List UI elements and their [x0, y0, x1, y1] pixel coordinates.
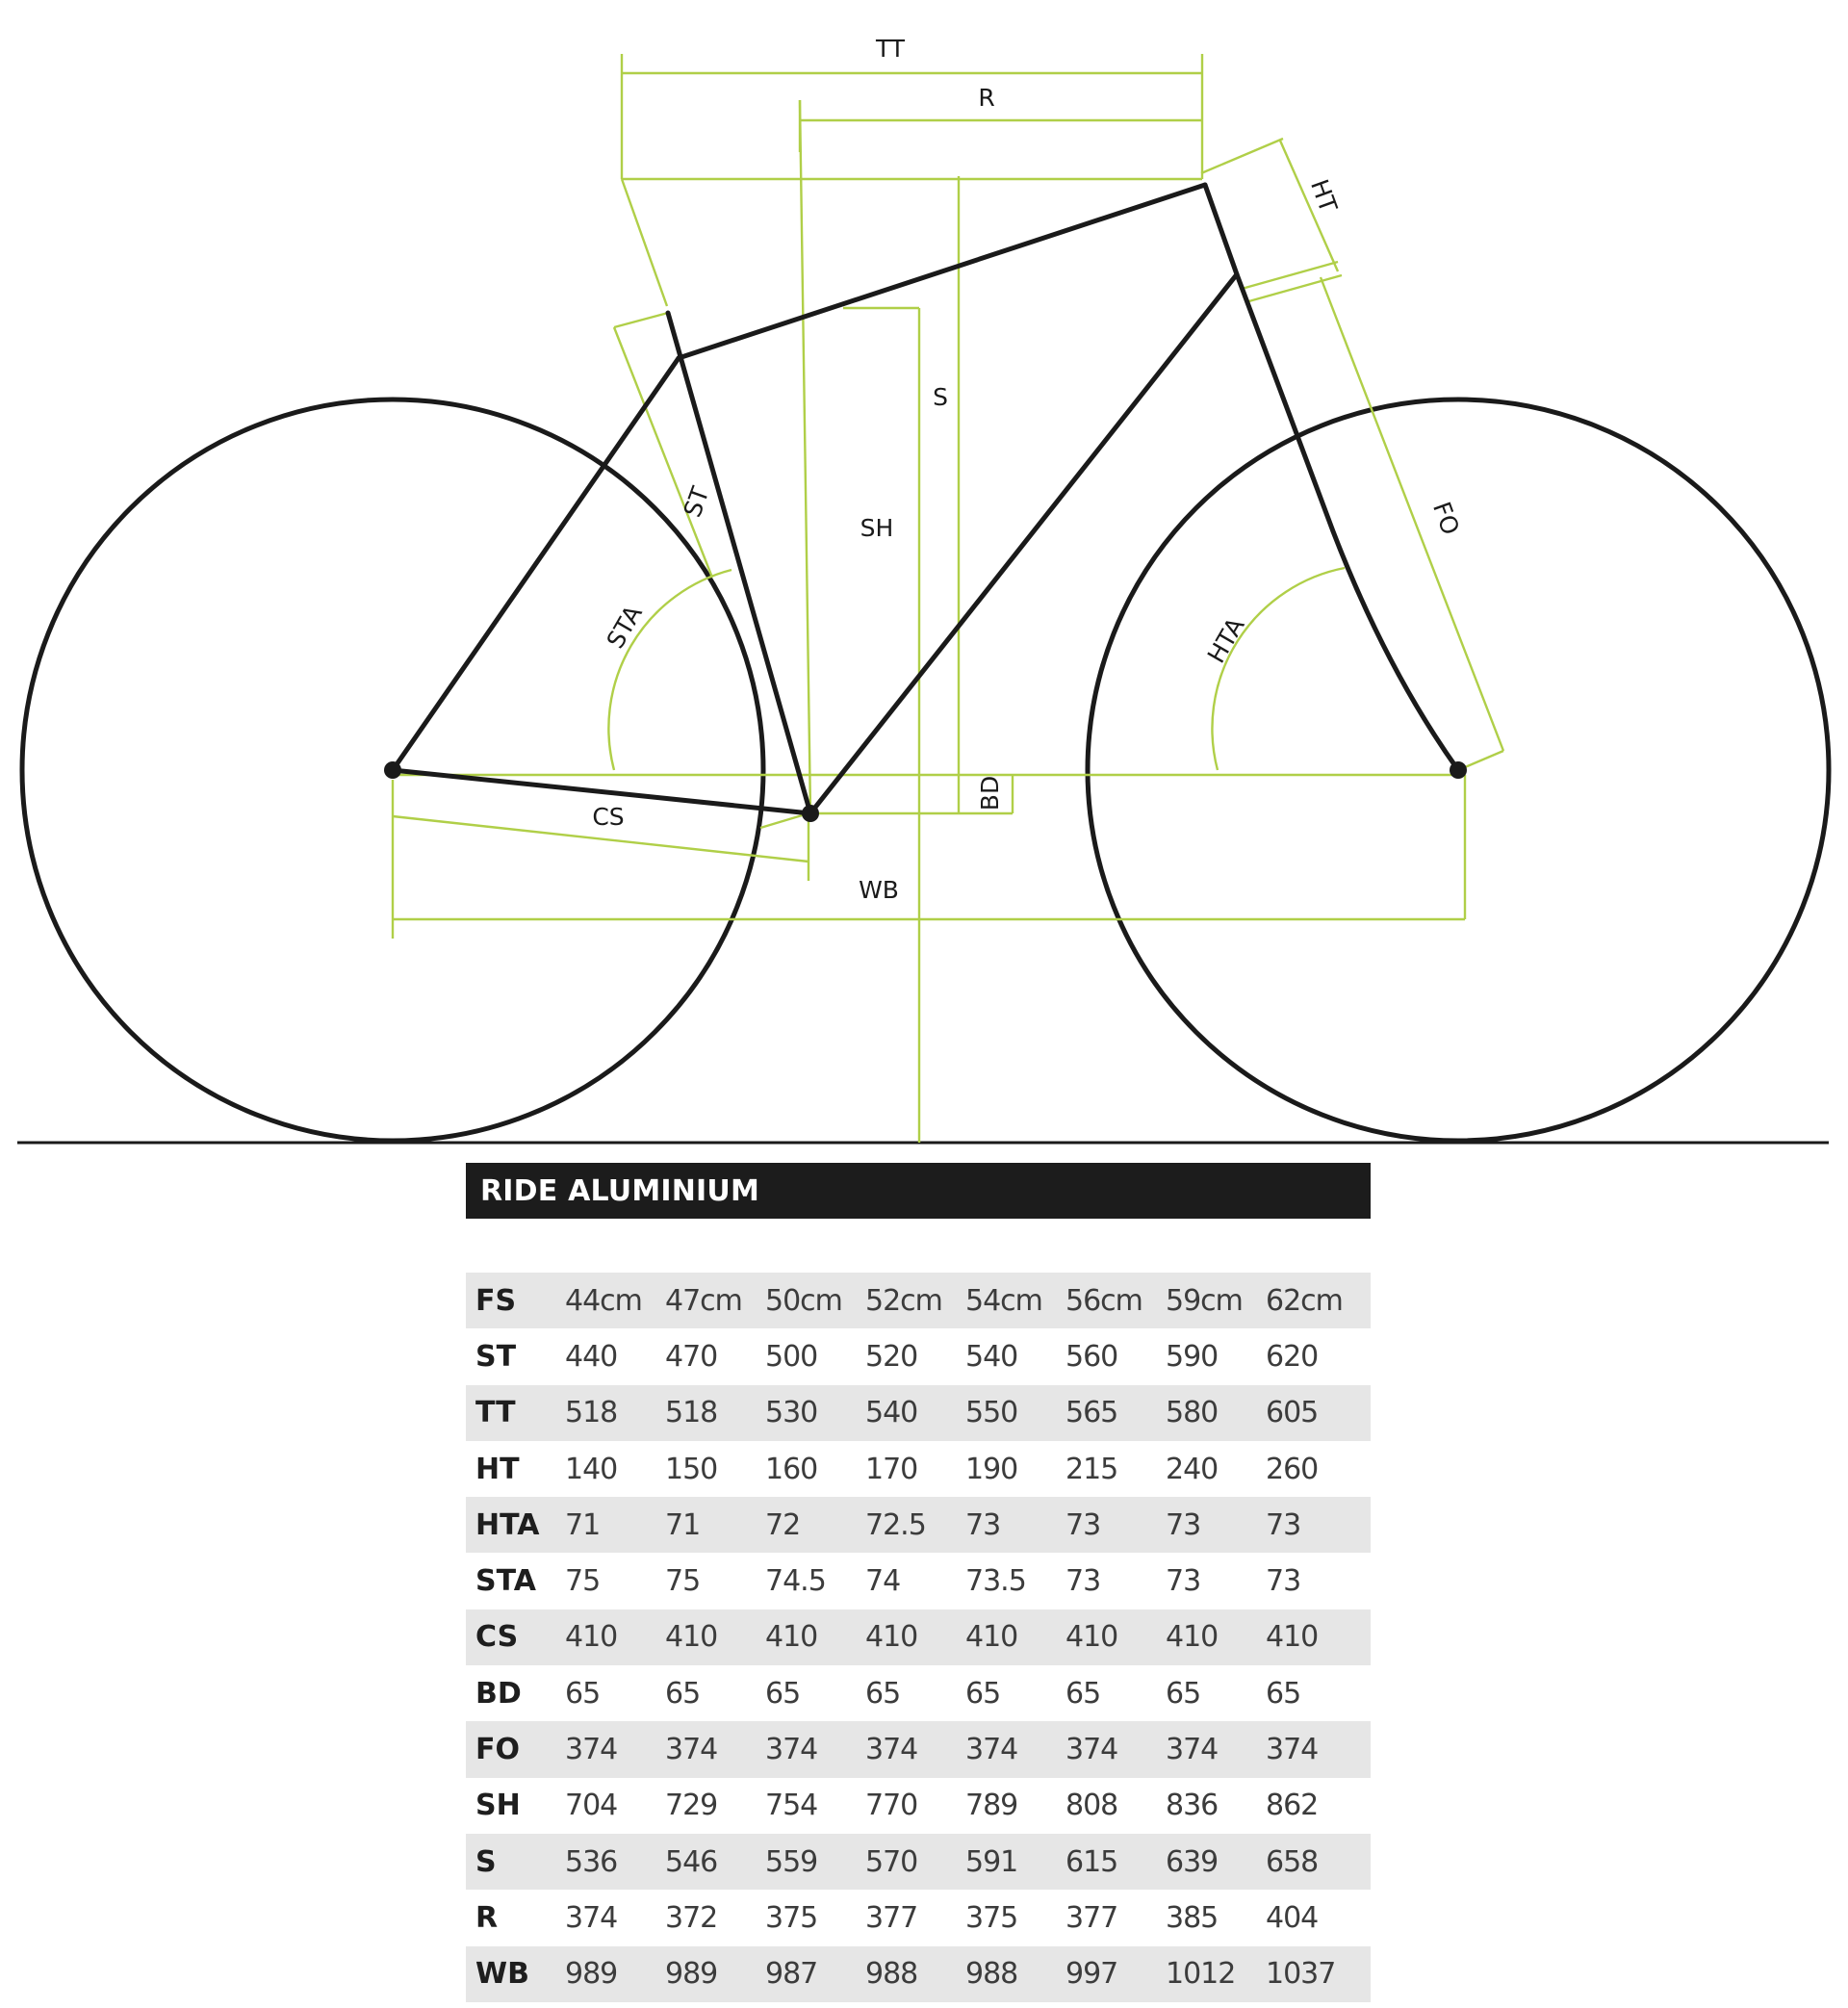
table-cell: 65 — [956, 1665, 1056, 1721]
table-cell: 410 — [555, 1609, 655, 1665]
table-cell: 530 — [756, 1385, 856, 1441]
table-cell: 565 — [1056, 1385, 1156, 1441]
table-cell: 1037 — [1256, 1946, 1371, 2002]
table-cell: 73 — [1056, 1497, 1156, 1553]
table-cell: 540 — [956, 1328, 1056, 1384]
table-cell: 546 — [655, 1834, 756, 1890]
table-cell: 559 — [756, 1834, 856, 1890]
table-row — [466, 1834, 1371, 1890]
table-cell: 704 — [555, 1778, 655, 1834]
label-fo: FO — [1426, 498, 1465, 539]
table-cell: 385 — [1156, 1890, 1256, 1945]
row-label: ST — [466, 1328, 555, 1384]
table-cell: 65 — [1156, 1665, 1256, 1721]
row-label: BD — [466, 1665, 555, 1721]
row-label: WB — [466, 1946, 555, 2002]
row-label: FO — [466, 1721, 555, 1777]
label-s: S — [933, 383, 948, 411]
table-cell: 65 — [1256, 1665, 1371, 1721]
table-cell: 72.5 — [856, 1497, 956, 1553]
table-cell: 72 — [756, 1497, 856, 1553]
row-label: TT — [466, 1385, 555, 1441]
table-cell: 374 — [555, 1721, 655, 1777]
label-cs: CS — [592, 803, 625, 831]
table-cell: 65 — [856, 1665, 956, 1721]
geometry-table — [466, 1273, 1371, 2002]
table-cell: 377 — [856, 1890, 956, 1945]
table-cell: 215 — [1056, 1441, 1156, 1497]
table-cell: 404 — [1256, 1890, 1371, 1945]
table-row — [466, 1553, 1371, 1609]
table-cell: 190 — [956, 1441, 1056, 1497]
row-label: R — [466, 1890, 555, 1945]
row-label: S — [466, 1834, 555, 1890]
table-cell: 729 — [655, 1778, 756, 1834]
row-label: FS — [466, 1273, 555, 1328]
table-cell: 377 — [1056, 1890, 1156, 1945]
table-cell: 500 — [756, 1328, 856, 1384]
table-cell: 374 — [655, 1721, 756, 1777]
table-cell: 550 — [956, 1385, 1056, 1441]
table-cell: 987 — [756, 1946, 856, 2002]
head-tube — [1205, 185, 1237, 274]
table-cell: 590 — [1156, 1328, 1256, 1384]
table-cell: 75 — [655, 1553, 756, 1609]
bottom-bracket — [802, 805, 819, 822]
table-cell: 374 — [856, 1721, 956, 1777]
table-cell: 375 — [756, 1890, 856, 1945]
table-cell: 372 — [655, 1890, 756, 1945]
table-cell: 862 — [1256, 1778, 1371, 1834]
table-title: RIDE ALUMINIUM — [466, 1163, 1371, 1219]
table-cell: 71 — [555, 1497, 655, 1553]
front-axle — [1450, 761, 1467, 779]
table-cell: 989 — [555, 1946, 655, 2002]
label-tt: TT — [875, 35, 906, 63]
table-row — [466, 1721, 1371, 1777]
table-cell: 836 — [1156, 1778, 1256, 1834]
table-row — [466, 1665, 1371, 1721]
table-cell: 470 — [655, 1328, 756, 1384]
table-row — [466, 1273, 1371, 1328]
dimension-lines — [393, 54, 1503, 1143]
table-row — [466, 1890, 1371, 1945]
table-cell: 560 — [1056, 1328, 1156, 1384]
table-cell: 374 — [1056, 1721, 1156, 1777]
table-cell: 754 — [756, 1778, 856, 1834]
row-label: SH — [466, 1778, 555, 1834]
table-cell: 639 — [1156, 1834, 1256, 1890]
table-cell: 71 — [655, 1497, 756, 1553]
table-cell: 73 — [1256, 1553, 1371, 1609]
table-cell: 73.5 — [956, 1553, 1056, 1609]
table-cell: 540 — [856, 1385, 956, 1441]
label-sh: SH — [860, 514, 894, 542]
table-cell: 44cm — [555, 1273, 655, 1328]
table-cell: 620 — [1256, 1328, 1371, 1384]
table-row — [466, 1778, 1371, 1834]
table-row — [466, 1946, 1371, 2002]
table-cell: 374 — [1156, 1721, 1256, 1777]
table-cell: 160 — [756, 1441, 856, 1497]
table-cell: 989 — [655, 1946, 756, 2002]
table-cell: 789 — [956, 1778, 1056, 1834]
table-cell: 570 — [856, 1834, 956, 1890]
table-cell: 580 — [1156, 1385, 1256, 1441]
table-row — [466, 1497, 1371, 1553]
table-cell: 74.5 — [756, 1553, 856, 1609]
table-cell: 75 — [555, 1553, 655, 1609]
table-cell: 536 — [555, 1834, 655, 1890]
table-row — [466, 1609, 1371, 1665]
table-cell: 74 — [856, 1553, 956, 1609]
label-hta: HTA — [1201, 612, 1250, 668]
table-cell: 410 — [1056, 1609, 1156, 1665]
table-row — [466, 1328, 1371, 1384]
table-cell: 410 — [655, 1609, 756, 1665]
table-cell: 615 — [1056, 1834, 1156, 1890]
table-cell: 997 — [1056, 1946, 1156, 2002]
table-cell: 518 — [655, 1385, 756, 1441]
table-cell: 410 — [1256, 1609, 1371, 1665]
seat-tube — [668, 313, 810, 813]
table-cell: 375 — [956, 1890, 1056, 1945]
table-cell: 47cm — [655, 1273, 756, 1328]
table-cell: 73 — [1056, 1553, 1156, 1609]
table-cell: 374 — [956, 1721, 1056, 1777]
table-cell: 988 — [856, 1946, 956, 2002]
table-cell: 410 — [956, 1609, 1056, 1665]
label-sta: STA — [601, 600, 648, 654]
table-cell: 410 — [1156, 1609, 1256, 1665]
table-cell: 374 — [1256, 1721, 1371, 1777]
table-cell: 150 — [655, 1441, 756, 1497]
table-cell: 1012 — [1156, 1946, 1256, 2002]
row-label: HTA — [466, 1497, 555, 1553]
label-wb: WB — [859, 876, 899, 904]
table-cell: 62cm — [1256, 1273, 1371, 1328]
down-tube — [810, 274, 1237, 813]
table-cell: 59cm — [1156, 1273, 1256, 1328]
table-cell: 520 — [856, 1328, 956, 1384]
table-cell: 591 — [956, 1834, 1056, 1890]
table-row — [466, 1385, 1371, 1441]
table-cell: 518 — [555, 1385, 655, 1441]
label-ht: HT — [1304, 175, 1343, 217]
label-r: R — [978, 84, 995, 112]
rear-axle — [384, 761, 401, 779]
table-cell: 808 — [1056, 1778, 1156, 1834]
table-cell: 658 — [1256, 1834, 1371, 1890]
table-cell: 770 — [856, 1778, 956, 1834]
label-bd: BD — [976, 775, 1004, 811]
table-cell: 140 — [555, 1441, 655, 1497]
table-cell: 240 — [1156, 1441, 1256, 1497]
table-cell: 73 — [956, 1497, 1056, 1553]
table-cell: 374 — [555, 1890, 655, 1945]
table-cell: 73 — [1256, 1497, 1371, 1553]
table-cell: 988 — [956, 1946, 1056, 2002]
table-cell: 410 — [756, 1609, 856, 1665]
table-cell: 54cm — [956, 1273, 1056, 1328]
table-cell: 605 — [1256, 1385, 1371, 1441]
table-cell: 52cm — [856, 1273, 956, 1328]
table-cell: 65 — [756, 1665, 856, 1721]
table-cell: 260 — [1256, 1441, 1371, 1497]
table-cell: 73 — [1156, 1553, 1256, 1609]
table-cell: 65 — [1056, 1665, 1156, 1721]
row-label: CS — [466, 1609, 555, 1665]
table-cell: 73 — [1156, 1497, 1256, 1553]
table-cell: 374 — [756, 1721, 856, 1777]
table-cell: 56cm — [1056, 1273, 1156, 1328]
table-cell: 440 — [555, 1328, 655, 1384]
table-cell: 410 — [856, 1609, 956, 1665]
row-label: STA — [466, 1553, 555, 1609]
row-label: HT — [466, 1441, 555, 1497]
seat-stay — [393, 358, 679, 770]
table-cell: 170 — [856, 1441, 956, 1497]
table-row — [466, 1441, 1371, 1497]
label-st: ST — [678, 482, 715, 522]
top-tube — [679, 185, 1205, 358]
table-cell: 65 — [555, 1665, 655, 1721]
table-cell: 50cm — [756, 1273, 856, 1328]
bike-frame — [393, 185, 1458, 813]
table-cell: 65 — [655, 1665, 756, 1721]
